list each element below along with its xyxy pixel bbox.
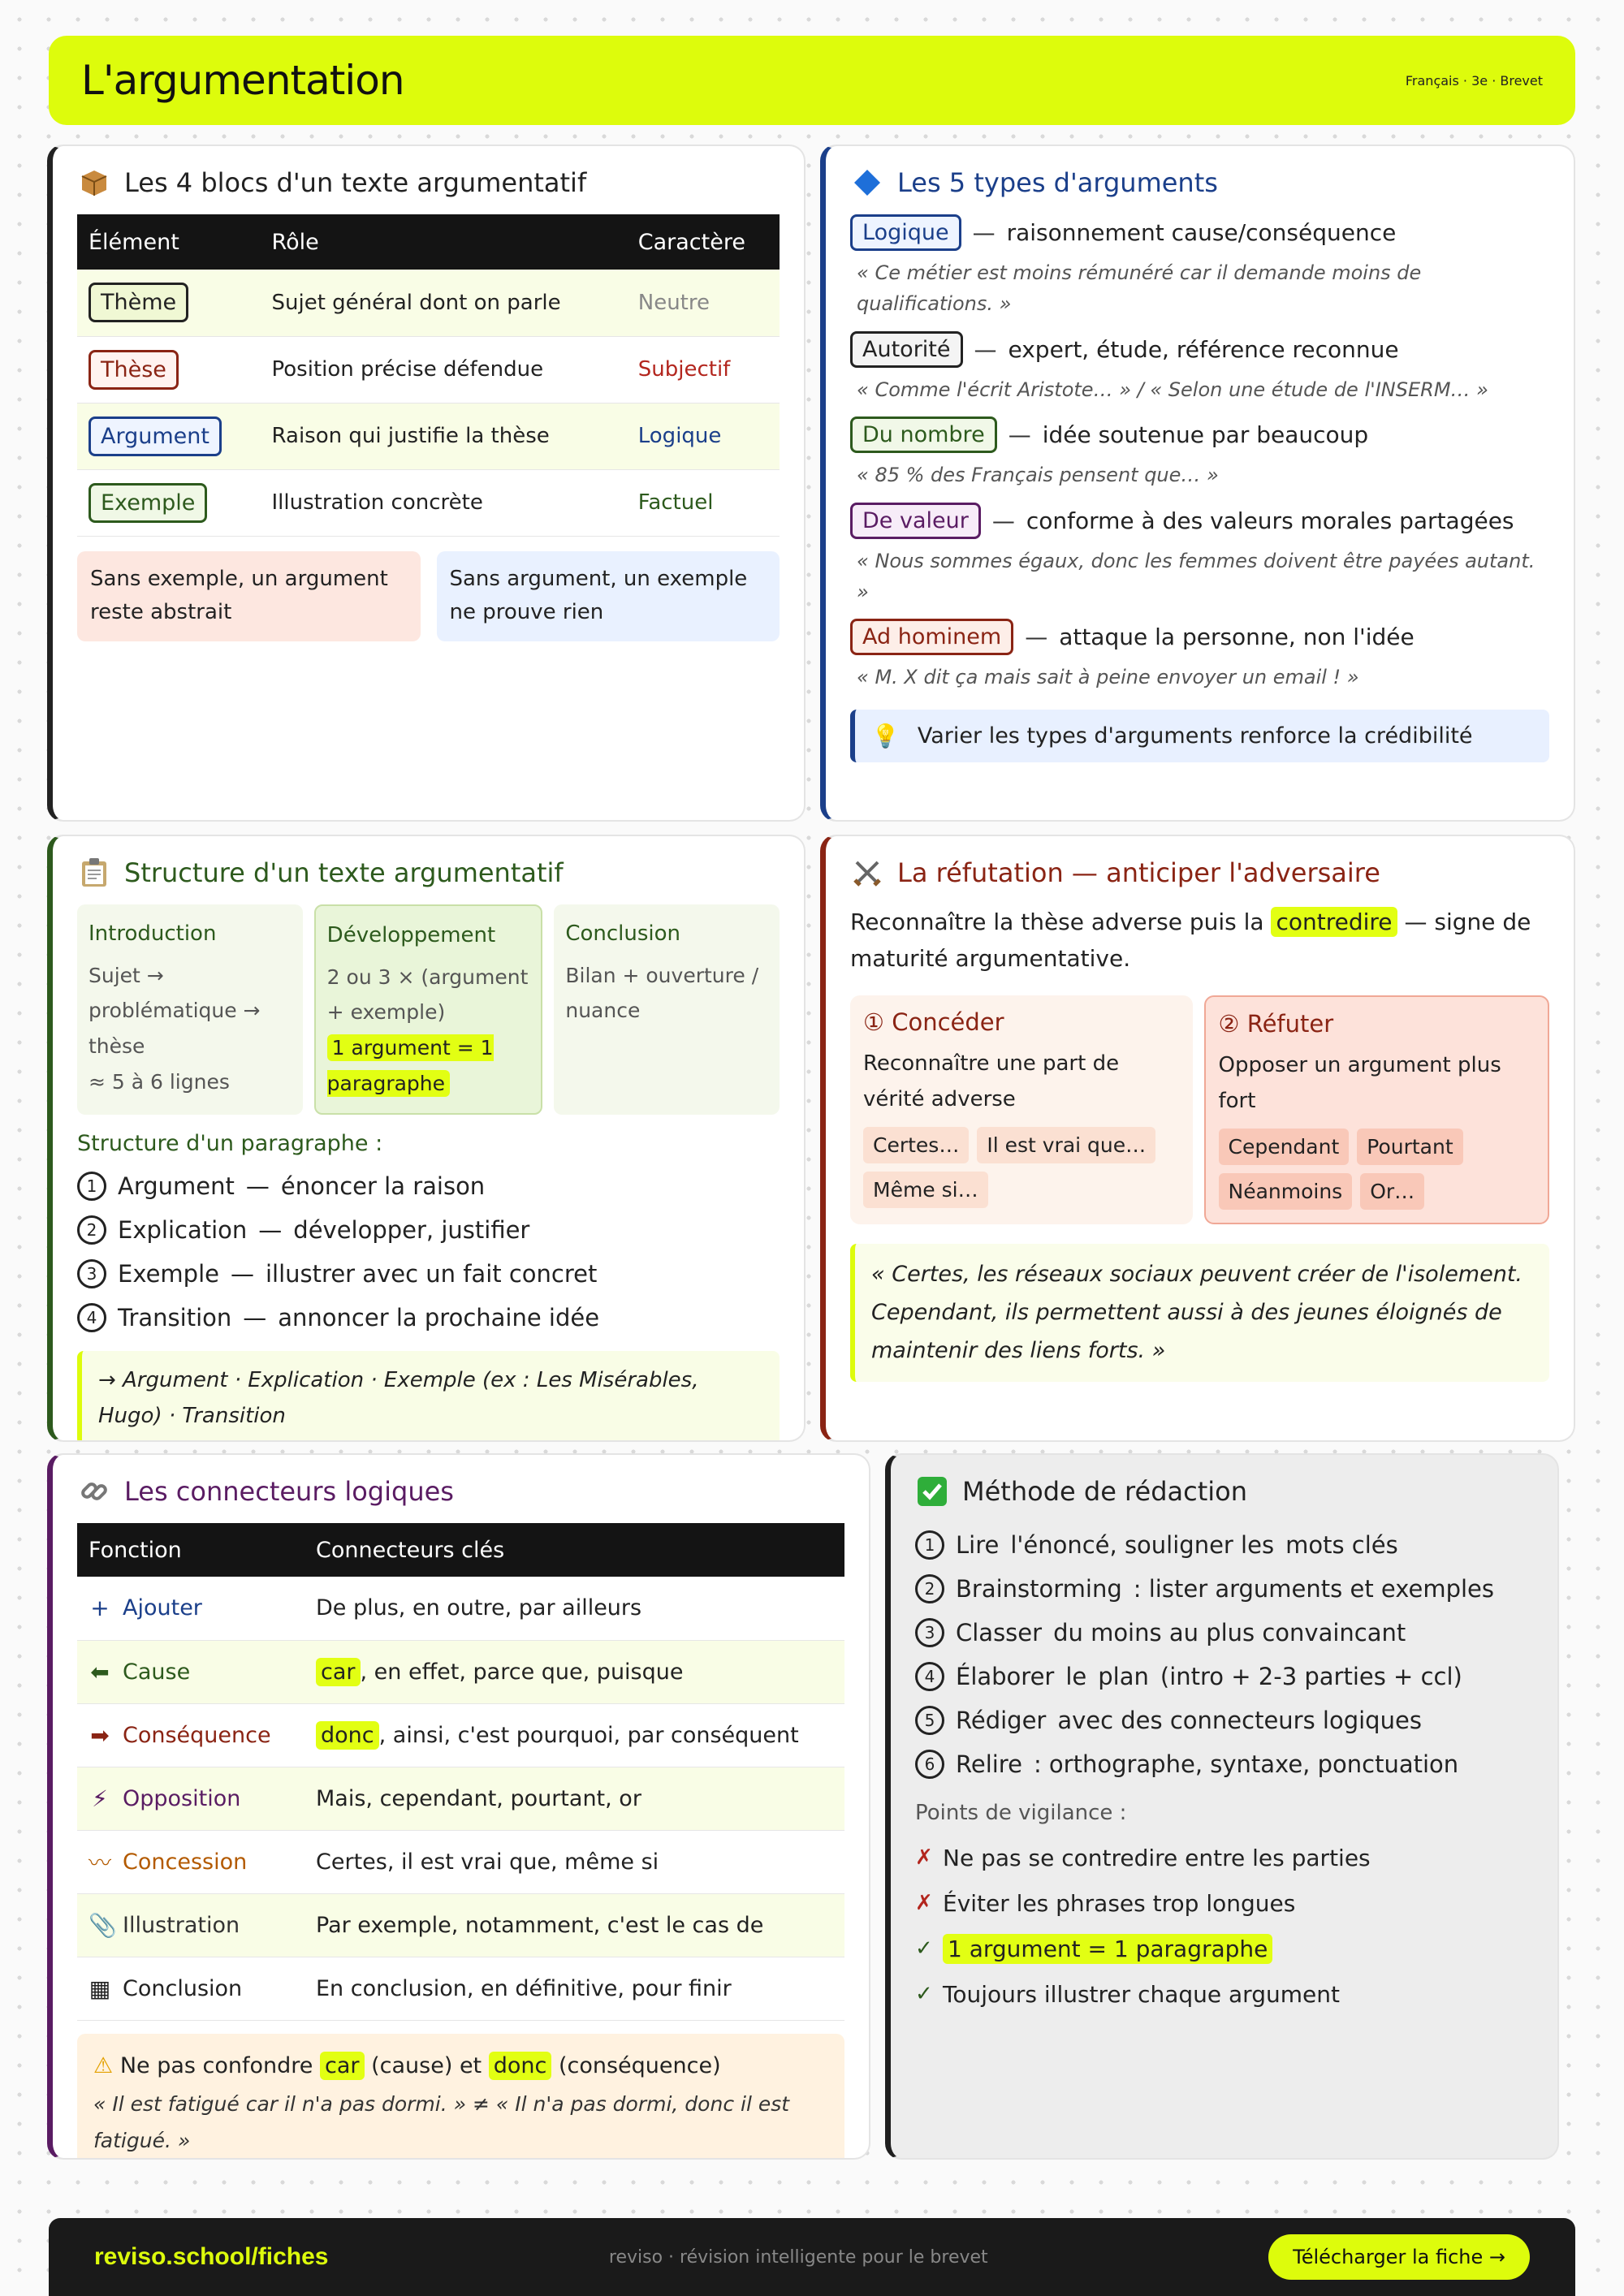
methode-steps (915, 1523, 1533, 1786)
refuter-heading: ② Réfuter (1218, 1009, 1334, 1038)
dash-separator: — (243, 1303, 267, 1331)
swords-icon (850, 856, 884, 890)
diamond-icon (850, 166, 884, 200)
refutation-title-row (850, 856, 1549, 890)
dash-separator: — (974, 335, 997, 363)
argument-type-tag: Autorité (850, 331, 963, 368)
connecteurs-title-row (77, 1474, 844, 1508)
methode-step (915, 1698, 1533, 1742)
structure-title: Structure d'un texte argumentatif (124, 857, 564, 888)
refutation-intro-highlight: contredire (1271, 907, 1397, 937)
blocs-title: Les 4 blocs d'un texte argumentatif (124, 167, 587, 198)
structure-intro-body: Sujet → problématique → thèse (89, 963, 261, 1058)
blocs-cell-element (77, 270, 261, 336)
step-value: annoncer la prochaine idée (278, 1303, 600, 1331)
types-tip-text: Varier les types d'arguments renforce la crédibilité (917, 723, 1473, 749)
connecteur-fonction-cell (77, 1703, 304, 1767)
refuter-box (1204, 995, 1550, 1224)
warning-icon: ⚠ (93, 2052, 114, 2078)
footer-tagline: reviso · révision intelligente pour le brevet (608, 2246, 988, 2268)
blocs-title-row (77, 166, 780, 200)
paperclip-icon: 📎 (89, 1911, 117, 1939)
structure-quote: → Argument · Explication · Exemple (ex : Les Misérables, Hugo) · Transition (77, 1351, 780, 1443)
warning-line (93, 2047, 828, 2087)
methode-step-key: Élaborer (956, 1663, 1055, 1690)
download-button[interactable]: Télécharger la fiche → (1268, 2234, 1530, 2280)
connecteur-values-cell (304, 1830, 844, 1893)
conceder-chips (863, 1127, 1180, 1208)
methode-step-bold: mots clés (1285, 1531, 1398, 1559)
blocs-header-role: Rôle (261, 214, 627, 270)
types-title: Les 5 types d'arguments (897, 167, 1218, 198)
connecteur-fonction (89, 1785, 293, 1812)
methode-step (915, 1567, 1533, 1611)
methode-step-value: le (1065, 1663, 1087, 1690)
structure-columns (77, 904, 780, 1115)
dash-separator: — (231, 1259, 254, 1288)
step-value: énoncer la raison (280, 1172, 486, 1200)
link-icon (77, 1474, 111, 1508)
connecteur-highlight: donc (316, 1721, 379, 1750)
blocs-notes (77, 551, 780, 641)
connecteur-fonction (89, 1845, 293, 1878)
connecteur-row (77, 1767, 844, 1830)
argument-type-desc: attaque la personne, non l'idée (1059, 624, 1415, 651)
connecteur-row (77, 1703, 844, 1767)
page-footer (49, 2218, 1575, 2296)
connecteur-values-cell (304, 1577, 844, 1640)
structure-intro (77, 904, 303, 1115)
connector-chip: Néanmoins (1219, 1173, 1353, 1210)
methode-title-row (915, 1474, 1533, 1508)
methode-step-value: : orthographe, syntaxe, ponctuation (1033, 1750, 1459, 1778)
paragraph-step (77, 1208, 780, 1252)
refutation-intro (850, 904, 1549, 978)
checkmark-icon: ✓ (915, 1982, 933, 2006)
step-number: 2 (915, 1574, 944, 1603)
argument-type-example: « 85 % des Français pensent que… » (857, 464, 1219, 487)
vigilance-text: Ne pas se contredire entre les parties (943, 1844, 1371, 1871)
connecteur-values-cell (304, 1703, 844, 1767)
connecteur-values: , ainsi, c'est pourquoi, par conséquent (378, 1722, 799, 1748)
step-key: Exemple (118, 1259, 219, 1288)
connecteur-values: Mais, cependant, pourtant, or (316, 1785, 641, 1811)
types-list (850, 214, 1549, 693)
connecteur-fonction (89, 1595, 293, 1621)
vigilance-text: Toujours illustrer chaque argument (943, 1980, 1340, 2008)
paragraph-step (77, 1252, 780, 1296)
refutation-title: La réfutation — anticiper l'adversaire (897, 857, 1380, 888)
cross-icon: ✗ (915, 1891, 933, 1915)
step-number: 3 (77, 1259, 106, 1288)
methode-step-value: avec des connecteurs logiques (1057, 1707, 1422, 1734)
connecteur-values: , en effet, parce que, puisque (360, 1659, 684, 1685)
vigilance-item (915, 1971, 1533, 2017)
element-tag: Argument (89, 416, 222, 456)
check-icon (915, 1474, 949, 1508)
connecteur-row (77, 1957, 844, 2020)
connecteur-fonction-label: Opposition (123, 1785, 241, 1811)
connecteur-row (77, 1830, 844, 1893)
connector-chip: Certes… (863, 1127, 969, 1163)
connecteurs-title: Les connecteurs logiques (124, 1476, 454, 1507)
vigilance-item (915, 1835, 1533, 1880)
step-key: Explication (118, 1215, 248, 1244)
structure-dev-highlight-wrap (327, 1030, 530, 1102)
connecteur-fonction (89, 1722, 293, 1749)
conn-header-connecteurs: Connecteurs clés (304, 1523, 844, 1577)
arrow-left-icon: ⬅ (90, 1658, 110, 1685)
lightbulb-icon: 💡 (871, 722, 900, 749)
connecteur-values-cell (304, 1767, 844, 1830)
connecteur-fonction-label: Cause (123, 1659, 191, 1685)
refutation-quote: « Certes, les réseaux sociaux peuvent créer de l'isolement. Cependant, ils permettent aussi à des jeunes éloignés de maintenir des liens forts. » (850, 1244, 1549, 1382)
connecteur-fonction (89, 1912, 293, 1939)
blocs-header-caractere: Caractère (627, 214, 780, 270)
clipboard-icon (77, 856, 111, 890)
footer-brand-link[interactable]: reviso.school/fiches (94, 2243, 329, 2270)
types-title-row (850, 166, 1549, 200)
blocs-row (77, 403, 780, 469)
connecteur-values-cell (304, 1640, 844, 1703)
lightning-icon: ⚡ (92, 1785, 108, 1812)
step-value: développer, justifier (293, 1215, 530, 1244)
connecteur-fonction (89, 1975, 293, 2002)
connecteur-values: En conclusion, en définitive, pour finir (316, 1975, 732, 2001)
argument-type-row (850, 214, 1549, 251)
page-meta: Français · 3e · Brevet (1405, 72, 1543, 88)
vigilance-text: Éviter les phrases trop longues (943, 1889, 1296, 1917)
warn-a: Ne pas confondre (119, 2052, 313, 2078)
dash-separator: — (258, 1215, 283, 1244)
methode-step-tail: (intro + 2-3 parties + ccl) (1160, 1663, 1462, 1690)
page-title: L'argumentation (81, 57, 404, 104)
blocs-cell-caractere: Subjectif (627, 336, 780, 403)
argument-type-example: « M. X dit ça mais sait à peine envoyer un email ! » (857, 666, 1359, 689)
connecteur-fonction-label: Ajouter (123, 1595, 202, 1621)
blocs-card (47, 145, 806, 822)
methode-step-bold: plan (1098, 1663, 1149, 1690)
argument-type-example: « Nous sommes égaux, donc les femmes doivent être payées autant. » (857, 549, 1535, 603)
connecteur-highlight: car (316, 1658, 361, 1686)
warn-car: car (320, 2052, 365, 2080)
step-key: Transition (118, 1303, 232, 1331)
paragraph-step (77, 1164, 780, 1208)
methode-step (915, 1655, 1533, 1698)
argument-type-tag: Logique (850, 214, 961, 251)
checkered-flag-icon: ▦ (89, 1974, 111, 2002)
blocs-row (77, 469, 780, 536)
connecteur-fonction-cell (77, 1830, 304, 1893)
box-icon (77, 166, 111, 200)
warn-c: (conséquence) (558, 2052, 721, 2078)
note-sans-argument: Sans argument, un exemple ne prouve rien (437, 551, 780, 641)
argument-type-desc: conforme à des valeurs morales partagées (1026, 507, 1514, 534)
methode-step-key: Relire (956, 1750, 1022, 1778)
dash-separator: — (1025, 624, 1048, 651)
methode-step (915, 1742, 1533, 1786)
step-number: 6 (915, 1750, 944, 1779)
blocs-cell-role: Position précise défendue (261, 336, 627, 403)
vigilance-text: 1 argument = 1 paragraphe (943, 1934, 1272, 1964)
types-tip (850, 710, 1549, 762)
argument-type-tag: Ad hominem (850, 619, 1013, 655)
step-value: illustrer avec un fait concret (266, 1259, 598, 1288)
types-card (820, 145, 1575, 822)
element-tag: Exemple (89, 483, 207, 523)
argument-type-desc: expert, étude, référence reconnue (1008, 335, 1399, 363)
refutation-intro-a: Reconnaître la thèse adverse puis la (850, 908, 1264, 935)
connecteur-fonction (89, 1659, 293, 1685)
note-sans-exemple: Sans exemple, un argument reste abstrait (77, 551, 421, 641)
methode-card (885, 1453, 1559, 2160)
connecteur-row (77, 1893, 844, 1957)
blocs-cell-element (77, 336, 261, 403)
blocs-cell-role: Illustration concrète (261, 469, 627, 536)
connecteurs-table (77, 1523, 844, 2021)
structure-concl-body: Bilan + ouverture / nuance (565, 963, 759, 1023)
structure-card (47, 835, 806, 1442)
blocs-cell-caractere: Factuel (627, 469, 780, 536)
connecteur-row (77, 1640, 844, 1703)
refuter-chips (1219, 1129, 1535, 1210)
dash-separator: — (1008, 421, 1031, 449)
connecteur-row (77, 1577, 844, 1640)
conn-header-fonction: Fonction (77, 1523, 304, 1577)
structure-dev (314, 904, 543, 1115)
connecteur-values-cell (304, 1957, 844, 2020)
connecteur-values-cell (304, 1893, 844, 1957)
connecteur-values: De plus, en outre, par ailleurs (316, 1595, 642, 1621)
argument-type-example: « Comme l'écrit Aristote… » / « Selon une étude de l'INSERM… » (857, 378, 1488, 401)
connector-chip: Pourtant (1357, 1129, 1462, 1165)
paragraph-step (77, 1296, 780, 1340)
structure-dev-highlight: 1 argument = 1 paragraphe (326, 1036, 494, 1095)
structure-concl-heading: Conclusion (565, 921, 681, 946)
structure-intro-heading: Introduction (89, 921, 217, 946)
connecteur-fonction-cell (77, 1640, 304, 1703)
refutation-card (820, 835, 1575, 1442)
step-number: 3 (915, 1618, 944, 1647)
paragraph-structure-title: Structure d'un paragraphe : (77, 1130, 383, 1156)
blocs-cell-element (77, 403, 261, 469)
argument-type-row (850, 416, 1549, 453)
connecteur-fonction-cell (77, 1893, 304, 1957)
dash-separator: — (991, 507, 1015, 534)
warn-donc: donc (489, 2052, 552, 2080)
blocs-cell-caractere: Neutre (627, 270, 780, 336)
blocs-table (77, 214, 780, 537)
structure-dev-body: 2 ou 3 × (argument + exemple) (326, 965, 529, 1025)
warn-b: (cause) et (371, 2052, 482, 2078)
step-number: 4 (77, 1303, 106, 1332)
connecteur-fonction-cell (77, 1577, 304, 1640)
step-number: 4 (915, 1662, 944, 1691)
refutation-intro-b: — signe de maturité argumentative. (850, 908, 1531, 972)
cross-icon: ✗ (915, 1845, 933, 1870)
connector-chip: Or… (1360, 1173, 1424, 1210)
blocs-cell-role: Sujet général dont on parle (261, 270, 627, 336)
blocs-cell-element (77, 469, 261, 536)
plus-icon: + (90, 1595, 110, 1622)
blocs-cell-role: Raison qui justifie la thèse (261, 403, 627, 469)
refutation-boxes (850, 995, 1549, 1224)
methode-step (915, 1611, 1533, 1655)
argument-type-row (850, 331, 1549, 368)
conceder-heading: ① Concéder (863, 1008, 1004, 1036)
blocs-row (77, 336, 780, 403)
step-number: 1 (915, 1530, 944, 1560)
argument-type-tag: De valeur (850, 503, 981, 539)
methode-step-key: Brainstorming (956, 1575, 1122, 1603)
connecteur-fonction-label: Conséquence (123, 1722, 271, 1748)
dash-separator: — (972, 219, 996, 246)
connecteur-fonction-cell (77, 1957, 304, 2020)
vigilance-item (915, 1926, 1533, 1971)
argument-type-row (850, 619, 1549, 655)
blocs-header-element: Élément (77, 214, 261, 270)
structure-dev-heading: Développement (326, 923, 496, 947)
dash-separator: — (245, 1172, 270, 1200)
connecteur-values: Certes, il est vrai que, même si (316, 1849, 659, 1875)
connector-chip: Il est vrai que… (977, 1127, 1155, 1163)
methode-step-value: l'énoncé, souligner les (1010, 1531, 1275, 1559)
vigilance-item (915, 1880, 1533, 1926)
vigilance-list (915, 1835, 1533, 2017)
structure-title-row (77, 856, 780, 890)
step-number: 5 (915, 1706, 944, 1735)
methode-title: Méthode de rédaction (962, 1476, 1247, 1507)
methode-step-value: : lister arguments et exemples (1133, 1575, 1495, 1603)
structure-concl (554, 904, 780, 1115)
blocs-row (77, 270, 780, 336)
methode-step-key: Classer (956, 1619, 1043, 1646)
conceder-text: Reconnaître une part de vérité adverse (863, 1051, 1120, 1111)
connecteurs-card (47, 1453, 870, 2160)
argument-type-example: « Ce métier est moins rémunéré car il demande moins de qualifications. » (857, 261, 1422, 316)
conceder-box (850, 995, 1193, 1224)
paragraph-steps (77, 1164, 780, 1340)
connector-chip: Cependant (1219, 1129, 1350, 1165)
methode-step (915, 1523, 1533, 1567)
step-key: Argument (118, 1172, 235, 1200)
step-number: 1 (77, 1172, 106, 1201)
refuter-text: Opposer un argument plus fort (1218, 1052, 1501, 1113)
methode-step-key: Lire (956, 1531, 1000, 1559)
vigilance-title: Points de vigilance : (915, 1801, 1127, 1825)
checkmark-icon: ✓ (915, 1936, 933, 1961)
connecteur-fonction-label: Illustration (123, 1912, 240, 1938)
connecteur-fonction-cell (77, 1767, 304, 1830)
argument-type-desc: raisonnement cause/conséquence (1006, 219, 1397, 246)
page-header (49, 36, 1575, 125)
argument-type-row (850, 503, 1549, 539)
connecteur-fonction-label: Concession (123, 1849, 248, 1875)
blocs-cell-caractere: Logique (627, 403, 780, 469)
structure-intro-extra: ≈ 5 à 6 lignes (89, 1069, 230, 1094)
wave-icon: 〰 (89, 1849, 112, 1876)
element-tag: Thème (89, 283, 188, 322)
connecteur-values: Par exemple, notamment, c'est le cas de (316, 1912, 764, 1938)
warning-example: « Il est fatigué car il n'a pas dormi. » ≠ « Il n'a pas dormi, donc il est fatigué. » (93, 2092, 790, 2153)
connecteurs-warning (77, 2034, 844, 2160)
argument-type-tag: Du nombre (850, 416, 997, 453)
element-tag: Thèse (89, 350, 179, 390)
argument-type-desc: idée soutenue par beaucoup (1042, 421, 1369, 449)
step-number: 2 (77, 1215, 106, 1245)
methode-step-key: Rédiger (956, 1707, 1047, 1734)
methode-step-value: du moins au plus convaincant (1053, 1619, 1406, 1646)
arrow-right-icon: ➡ (90, 1721, 110, 1749)
connecteur-fonction-label: Conclusion (123, 1975, 243, 2001)
connector-chip: Même si… (863, 1172, 988, 1208)
